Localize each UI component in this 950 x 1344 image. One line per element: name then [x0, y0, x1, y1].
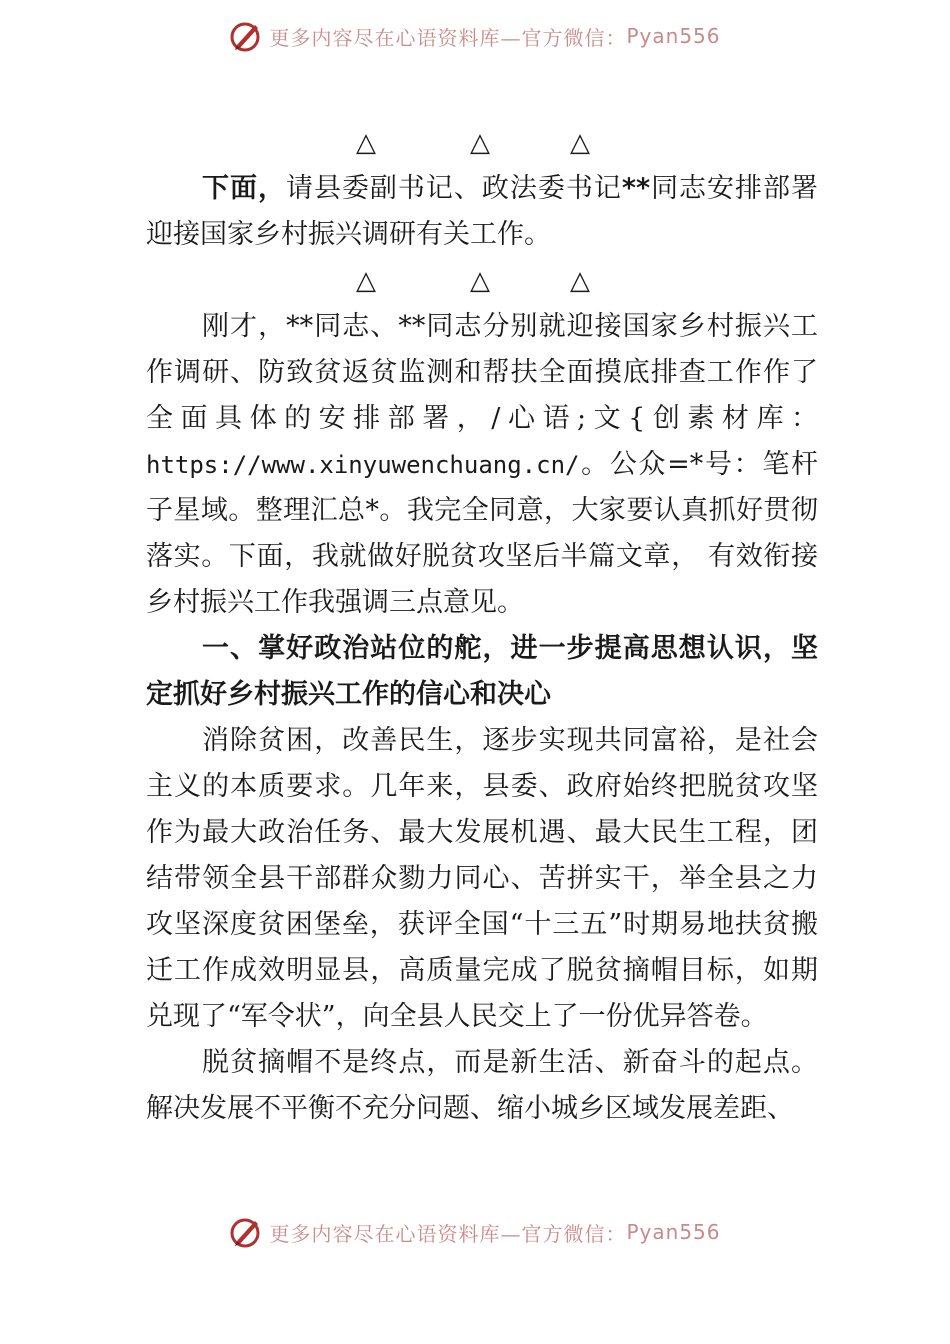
triangle-icon: △ — [570, 128, 590, 158]
separator-triangles — [146, 120, 818, 166]
paragraph-body-1: 消除贫困，改善民生，逐步实现共同富裕，是社会主义的本质要求。几年来，县委、政府始终把脱贫攻坚作为最大政治任务、最大发展机遇、最大民生工程，团结带领全县干部群众勠力同心、苦拼实干，举全县之力攻坚深度贫困堡垒，获评全国“十三五”时期易地扶贫搬迁工作成效明显县，高质量完成了脱贫摘帽目标，如期兑现了“军令状”，向全县人民交上了一份优异答卷。 — [146, 725, 818, 1032]
paragraph-text: 请县委副书记、政法委书记 — [285, 173, 622, 204]
paragraph-text: 刚才，**同志、**同志分别就迎接国家乡村振兴工作调研、防致贫返贫监测和帮扶全面摸底排查工作作了全面具体的安排部署，/心语;文{创素材库： — [146, 311, 818, 434]
triangle-icon: △ — [470, 128, 490, 158]
triangle-icon: △ — [570, 266, 590, 296]
paragraph-text: 。公众=*号：笔杆子星域。整理汇总*。我完全同意，大家要认真抓好贯彻落实。下面，我就做好脱贫攻坚后半篇文章， 有效衔接乡村振兴工作我强调三点意见。 — [146, 449, 818, 618]
watermark-footer — [0, 1212, 950, 1252]
paragraph-body-2: 脱贫摘帽不是终点，而是新生活、新奋斗的起点。解决发展不平衡不充分问题、缩小城乡区域发展差距、 — [146, 1047, 818, 1124]
section-heading-1: 一、掌好政治站位的舵，进一步提高思想认识，坚定抓好乡村振兴工作的信心和决心 — [146, 633, 818, 710]
triangle-icon: △ — [470, 266, 490, 296]
watermark-account: Pyan556 — [626, 1220, 721, 1244]
watermark-header — [0, 16, 950, 56]
pen-logo-icon — [229, 1215, 263, 1249]
watermark-text: 更多内容尽在心语资料库—官方微信： — [269, 1221, 627, 1246]
paragraph-text: 同志安排部署迎接国家乡村振兴调研有关工作。 — [146, 173, 819, 250]
name-mask: ** — [621, 173, 651, 204]
paragraph-arrangement — [146, 166, 818, 258]
pen-logo-icon — [229, 19, 263, 53]
triangle-icon: △ — [356, 266, 376, 296]
document-body — [146, 120, 818, 1132]
watermark-account: Pyan556 — [626, 24, 721, 48]
watermark-text: 更多内容尽在心语资料库—官方微信： — [269, 25, 627, 50]
lead-word: 下面， — [202, 173, 286, 204]
url-text: https://www.xinyuwenchuang.cn/ — [146, 451, 580, 479]
paragraph-opening — [146, 304, 818, 626]
separator-triangles — [146, 258, 818, 304]
triangle-icon: △ — [356, 128, 376, 158]
